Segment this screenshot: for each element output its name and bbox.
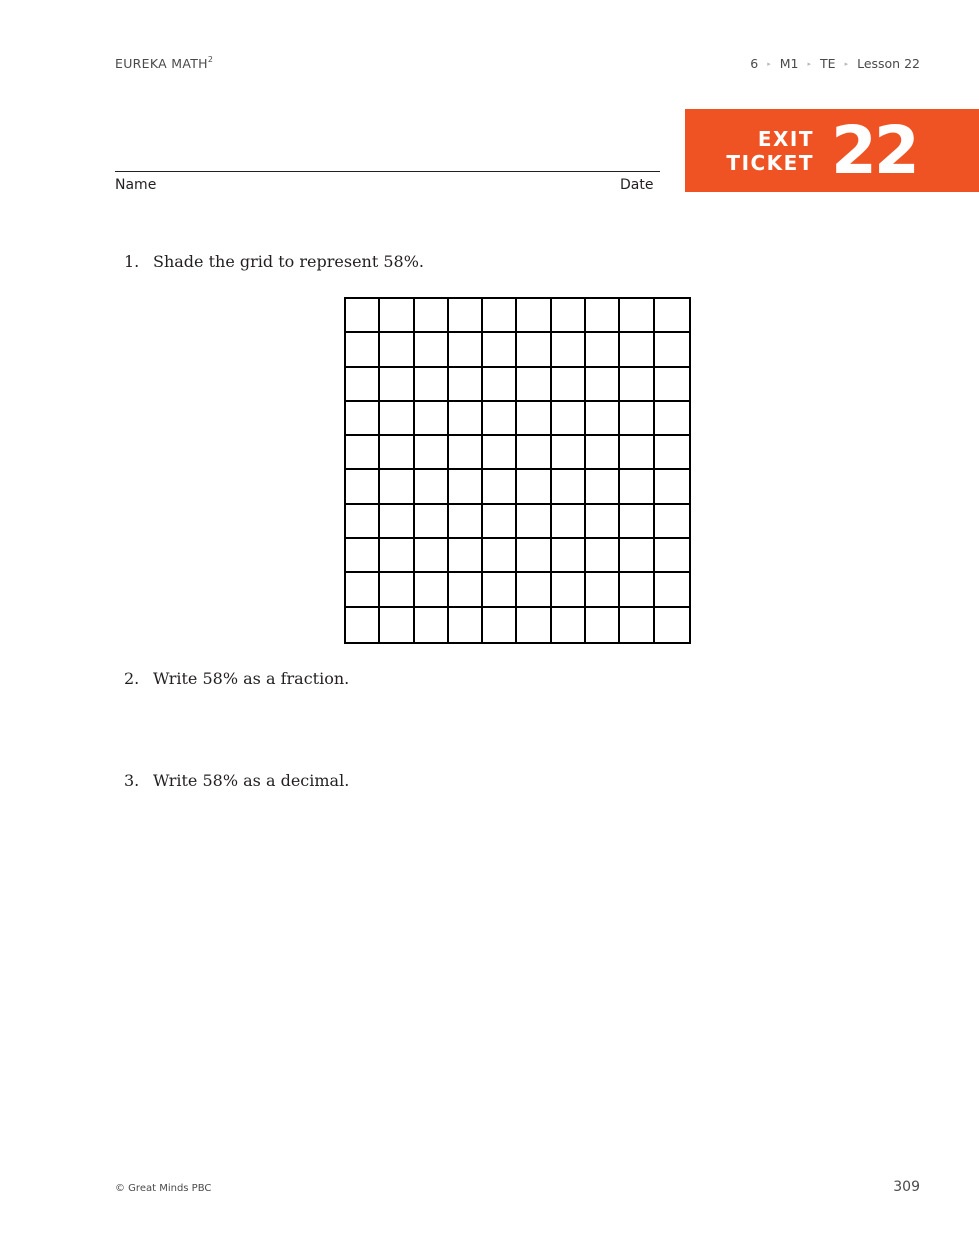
exit-ticket-banner xyxy=(685,109,979,192)
grid-cell[interactable] xyxy=(449,436,483,470)
grid-cell[interactable] xyxy=(655,573,689,607)
page-number: 309 xyxy=(893,1179,920,1195)
grid-cell[interactable] xyxy=(415,505,449,539)
grid-cell[interactable] xyxy=(586,608,620,642)
question-3 xyxy=(124,771,349,790)
grid-cell[interactable] xyxy=(655,299,689,333)
grid-cell[interactable] xyxy=(483,608,517,642)
grid-cell[interactable] xyxy=(620,333,654,367)
grid-cell[interactable] xyxy=(517,539,551,573)
grid-cell[interactable] xyxy=(346,573,380,607)
grid-cell[interactable] xyxy=(620,402,654,436)
grid-cell[interactable] xyxy=(415,402,449,436)
grid-cell[interactable] xyxy=(552,573,586,607)
grid-cell[interactable] xyxy=(346,608,380,642)
breadcrumb-separator-icon: ▸ xyxy=(844,59,849,68)
grid-cell[interactable] xyxy=(586,573,620,607)
breadcrumb-lesson: Lesson 22 xyxy=(857,56,920,71)
breadcrumb-separator-icon: ▸ xyxy=(767,59,771,68)
exit-ticket-number: 22 xyxy=(831,112,917,189)
grid-cell[interactable] xyxy=(346,539,380,573)
grid-cell[interactable] xyxy=(346,333,380,367)
grid-cell[interactable] xyxy=(380,299,414,333)
grid-cell[interactable] xyxy=(517,333,551,367)
grid-cell[interactable] xyxy=(517,299,551,333)
grid-cell[interactable] xyxy=(415,539,449,573)
question-number: 3. xyxy=(124,771,140,790)
grid-cell[interactable] xyxy=(380,608,414,642)
grid-cell[interactable] xyxy=(380,402,414,436)
grid-cell[interactable] xyxy=(346,402,380,436)
grid-cell[interactable] xyxy=(449,368,483,402)
grid-cell[interactable] xyxy=(620,368,654,402)
grid-cell[interactable] xyxy=(552,402,586,436)
date-label: Date xyxy=(620,177,654,193)
question-text: Shade the grid to represent 58%. xyxy=(153,252,424,271)
hundred-grid xyxy=(344,297,691,644)
grid-cell[interactable] xyxy=(415,608,449,642)
grid-cell[interactable] xyxy=(483,573,517,607)
grid-cell[interactable] xyxy=(449,573,483,607)
breadcrumb-module: M1 xyxy=(779,56,799,71)
grid-cell[interactable] xyxy=(586,299,620,333)
grid-cell[interactable] xyxy=(517,470,551,504)
grid-cell[interactable] xyxy=(517,436,551,470)
grid-cell[interactable] xyxy=(586,333,620,367)
grid-cell[interactable] xyxy=(449,539,483,573)
grid-cell[interactable] xyxy=(586,402,620,436)
grid-cell[interactable] xyxy=(449,402,483,436)
grid-cell[interactable] xyxy=(620,299,654,333)
grid-cell[interactable] xyxy=(517,505,551,539)
question-number: 1. xyxy=(124,252,140,271)
grid-cell[interactable] xyxy=(449,470,483,504)
grid-cell[interactable] xyxy=(552,299,586,333)
grid-cell[interactable] xyxy=(620,470,654,504)
grid-cell[interactable] xyxy=(620,539,654,573)
grid-cell[interactable] xyxy=(380,539,414,573)
breadcrumb-grade: 6 xyxy=(750,56,759,71)
grid-cell[interactable] xyxy=(552,608,586,642)
grid-cell[interactable] xyxy=(552,333,586,367)
breadcrumb-separator-icon: ▸ xyxy=(807,59,812,68)
grid-cell[interactable] xyxy=(483,436,517,470)
grid-cell[interactable] xyxy=(586,436,620,470)
question-text: Write 58% as a decimal. xyxy=(153,771,350,790)
grid-cell[interactable] xyxy=(655,470,689,504)
grid-cell[interactable] xyxy=(346,470,380,504)
grid-cell[interactable] xyxy=(483,505,517,539)
grid-cell[interactable] xyxy=(449,505,483,539)
grid-cell[interactable] xyxy=(380,436,414,470)
copyright: © Great Minds PBC xyxy=(115,1183,212,1194)
grid-cell[interactable] xyxy=(380,368,414,402)
question-number: 2. xyxy=(124,669,140,688)
grid-cell[interactable] xyxy=(552,505,586,539)
grid-cell[interactable] xyxy=(483,402,517,436)
grid-cell[interactable] xyxy=(586,539,620,573)
grid-cell[interactable] xyxy=(483,368,517,402)
grid-cell[interactable] xyxy=(449,608,483,642)
grid-cell[interactable] xyxy=(517,402,551,436)
grid-cell[interactable] xyxy=(346,299,380,333)
breadcrumb xyxy=(750,56,920,71)
grid-cell[interactable] xyxy=(517,573,551,607)
grid-cell[interactable] xyxy=(655,539,689,573)
grid-cell[interactable] xyxy=(415,436,449,470)
grid-cell[interactable] xyxy=(517,368,551,402)
grid-cell[interactable] xyxy=(449,299,483,333)
grid-cell[interactable] xyxy=(415,333,449,367)
brand-wordmark: EUREKA MATH$^2$ xyxy=(115,55,214,72)
grid-cell[interactable] xyxy=(552,539,586,573)
grid-cell[interactable] xyxy=(586,368,620,402)
grid-cell[interactable] xyxy=(380,573,414,607)
grid-cell[interactable] xyxy=(552,436,586,470)
grid-cell[interactable] xyxy=(415,470,449,504)
question-text: Write 58% as a fraction. xyxy=(153,669,350,688)
grid-cell[interactable] xyxy=(483,539,517,573)
grid-cell[interactable] xyxy=(346,505,380,539)
grid-cell[interactable] xyxy=(346,436,380,470)
grid-cell[interactable] xyxy=(380,505,414,539)
grid-cell[interactable] xyxy=(449,333,483,367)
name-date-line[interactable] xyxy=(115,171,660,172)
grid-cell[interactable] xyxy=(586,470,620,504)
grid-cell[interactable] xyxy=(346,368,380,402)
grid-cell[interactable] xyxy=(620,608,654,642)
grid-cell[interactable] xyxy=(586,505,620,539)
grid-cell[interactable] xyxy=(483,333,517,367)
breadcrumb-edition: TE xyxy=(820,56,836,71)
grid-cell[interactable] xyxy=(620,505,654,539)
grid-cell[interactable] xyxy=(483,299,517,333)
grid-cell[interactable] xyxy=(655,368,689,402)
grid-cell[interactable] xyxy=(620,573,654,607)
grid-cell[interactable] xyxy=(380,333,414,367)
grid-cell[interactable] xyxy=(655,608,689,642)
grid-cell[interactable] xyxy=(415,368,449,402)
grid-cell[interactable] xyxy=(655,402,689,436)
exit-ticket-title: EXIT TICKET xyxy=(726,127,814,175)
grid-cell[interactable] xyxy=(552,368,586,402)
grid-cell[interactable] xyxy=(655,505,689,539)
question-2 xyxy=(124,669,349,688)
grid-cell[interactable] xyxy=(552,470,586,504)
name-label: Name xyxy=(115,177,157,193)
grid-cell[interactable] xyxy=(620,436,654,470)
grid-cell[interactable] xyxy=(483,470,517,504)
grid-cell[interactable] xyxy=(655,333,689,367)
grid-cell[interactable] xyxy=(415,299,449,333)
grid-cell[interactable] xyxy=(655,436,689,470)
grid-cell[interactable] xyxy=(517,608,551,642)
question-1 xyxy=(124,252,424,271)
grid-cell[interactable] xyxy=(415,573,449,607)
grid-cell[interactable] xyxy=(380,470,414,504)
